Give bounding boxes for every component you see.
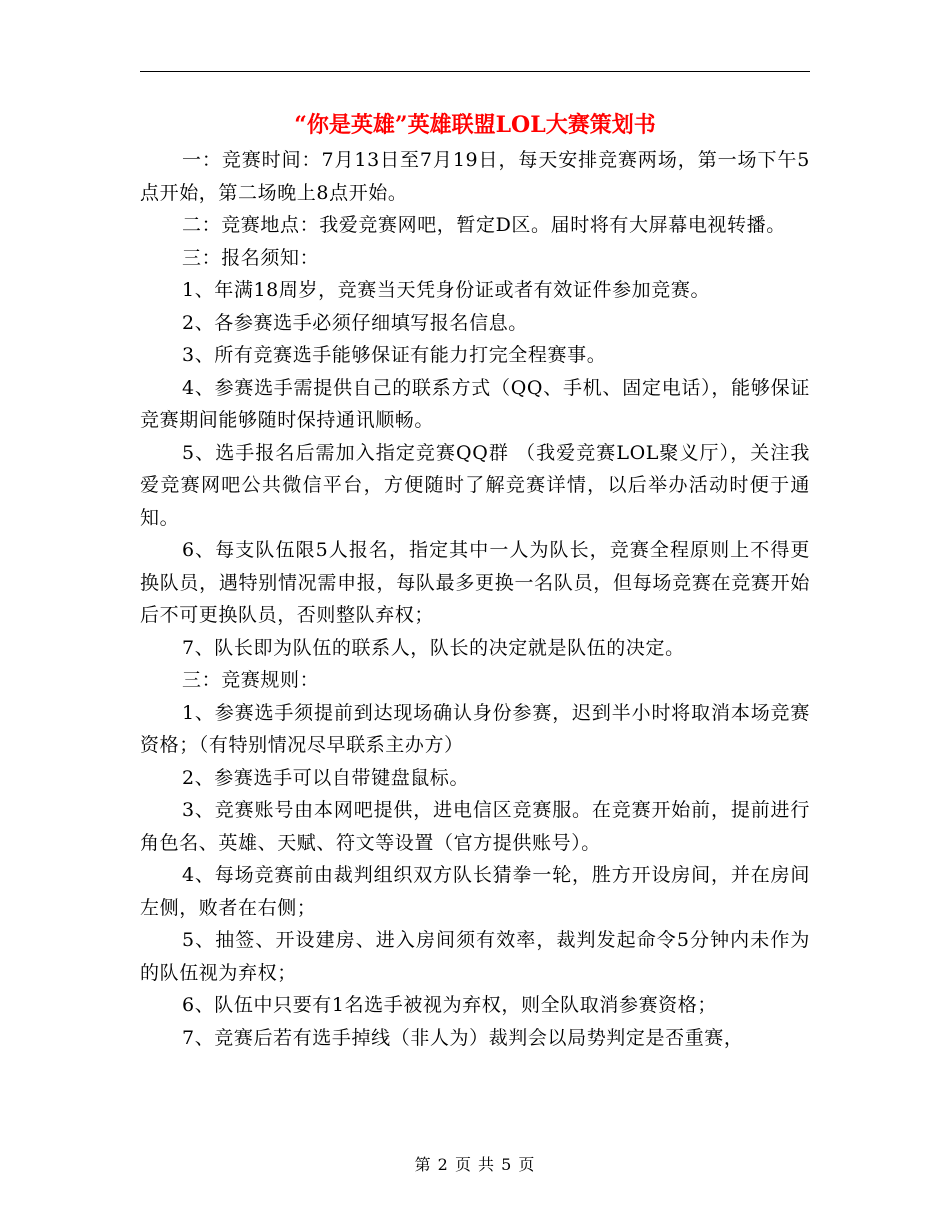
registration-item-6: 6、每支队伍限5人报名，指定其中一人为队长，竞赛全程原则上不得更换队员，遇特别情况需申报，每队最多更换一名队员，但每场竞赛在竞赛开始后不可更换队员，否则整队弃权； — [140, 539, 810, 626]
registration-item-7: 7、队长即为队伍的联系人，队长的决定就是队伍的决定。 — [182, 636, 685, 659]
paragraph-competition-venue: 二：竞赛地点：我爱竞赛网吧，暂定D区。届时将有大屏幕电视转播。 — [182, 214, 786, 236]
rules-item-1: 1、参赛选手须提前到达现场确认身份参赛，迟到半小时将取消本场竞赛资格；（有特别情况尽早联系主办方） — [140, 701, 810, 756]
registration-item-5: 5、选手报名后需加入指定竞赛QQ群 （我爱竞赛LOL聚义厅），关注我爱竞赛网吧公共微信平台，方便随时了解竞赛详情，以后举办活动时便于通知。 — [140, 441, 810, 529]
rules-item-3: 3、竞赛账号由本网吧提供，进电信区竞赛服。在竞赛开始前，提前进行角色名、英雄、天赋、符文等设置（官方提供账号）。 — [140, 799, 810, 854]
registration-item-2: 2、各参赛选手必须仔细填写报名信息。 — [182, 311, 528, 334]
rules-item-6: 6、队伍中只要有1名选手被视为弃权，则全队取消参赛资格； — [182, 994, 717, 1016]
registration-item-4: 4、参赛选手需提供自己的联系方式（QQ、手机、固定电话），能够保证竞赛期间能够随时保持通讯顺畅。 — [140, 376, 810, 431]
page-number: 第 2 页 共 5 页 — [414, 1155, 536, 1174]
paragraph-competition-time: 一：竞赛时间：7月13日至7月19日，每天安排竞赛两场，第一场下午5点开始，第二场晚上8点开始。 — [140, 149, 810, 204]
rules-item-4: 4、每场竞赛前由裁判组织双方队长猜拳一轮，胜方开设房间，并在房间左侧，败者在右侧； — [140, 864, 810, 919]
document-body — [140, 106, 810, 1054]
registration-item-1: 1、年满18周岁，竞赛当天凭身份证或者有效证件参加竞赛。 — [182, 279, 711, 301]
rules-item-7: 7、竞赛后若有选手掉线（非人为）裁判会以局势判定是否重赛， — [182, 1026, 744, 1049]
rules-item-2: 2、参赛选手可以自带键盘鼠标。 — [182, 766, 470, 789]
rules-item-5: 5、抽签、开设建房、进入房间须有效率，裁判发起命令5分钟内未作为的队伍视为弃权； — [140, 929, 810, 984]
header-rule — [140, 71, 810, 72]
document-title: “你是英雄”英雄联盟LOL大赛策划书 — [294, 112, 656, 138]
registration-item-3: 3、所有竞赛选手能够保证有能力打完全程赛事。 — [182, 344, 607, 366]
section-heading-registration: 三：报名须知： — [182, 246, 320, 269]
section-heading-rules: 三：竞赛规则： — [182, 669, 320, 691]
